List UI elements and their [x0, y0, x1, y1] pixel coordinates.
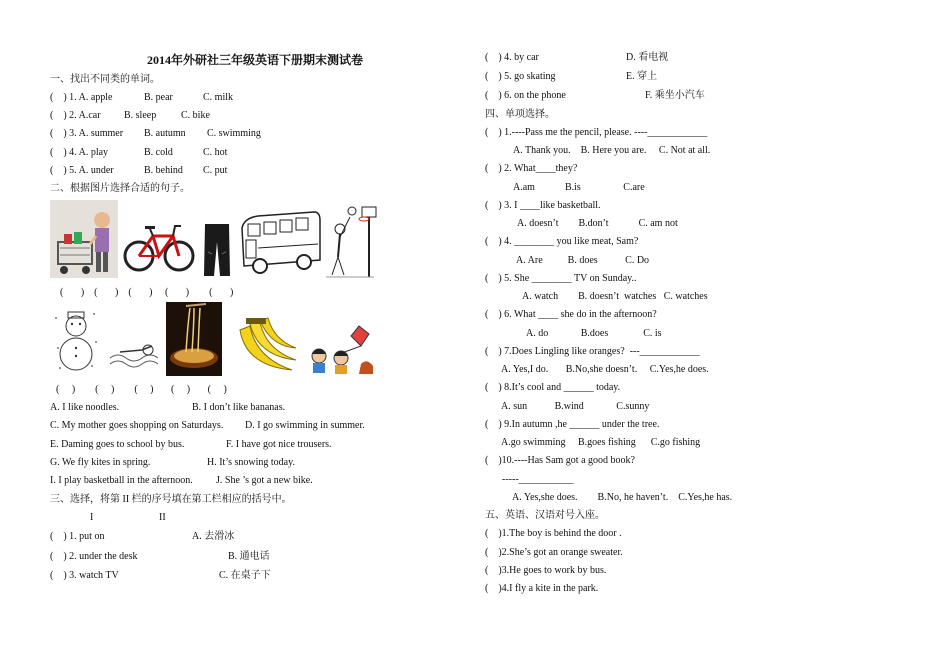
s4-q9: ( ) 9.In autumn ,he ______ under the tree. [485, 419, 660, 430]
s4-q8: ( ) 8.It’s cool and ______ today. [485, 382, 621, 393]
s3-item-e: E. 穿上 [626, 71, 658, 82]
s2-option-g: G. We fly kites in spring. [50, 457, 151, 468]
s4-q4-options: A. Are B. does C. Do [516, 255, 650, 266]
s5-item-1: ( )1.The boy is behind the door . [485, 528, 622, 539]
s3-item-5: ( ) 5. go skating [485, 71, 556, 82]
s2-option-e: E. Daming goes to school by bus. [50, 439, 185, 450]
s2-option-a: A. I like noodles. [50, 402, 120, 413]
shopping-cart-woman-picture [50, 200, 118, 278]
s4-q1: ( ) 1.----Pass me the pencil, please. ----____________ [485, 127, 708, 138]
snowman-picture [52, 308, 100, 374]
s2-brackets-row-2: ( ) ( ) ( ) ( ) ( ) [56, 384, 227, 395]
s3-item-c: C. 在桌子下 [219, 570, 271, 581]
s1-q3-a: ( ) 3. A. summer [50, 128, 124, 139]
s2-option-i: I. I play basketball in the afternoon. [50, 475, 193, 486]
s2-option-c: C. My mother goes shopping on Saturdays. [50, 420, 224, 431]
s3-item-1: ( ) 1. put on [50, 531, 105, 542]
s1-q5-a: ( ) 5. A. under [50, 165, 114, 176]
s4-q5-options: A. watch B. doesn’t watches C. watches [522, 291, 708, 302]
s4-q10: ( )10.----Has Sam got a good book? [485, 455, 635, 466]
s3-item-f: F. 乘坐小汽车 [645, 90, 705, 101]
section-2-heading: 二、根据图片选择合适的句子。 [50, 183, 190, 194]
s4-q3: ( ) 3. I ____like basketball. [485, 200, 601, 211]
s3-item-b: B. 通电话 [228, 551, 270, 562]
s4-q2: ( ) 2. What____they? [485, 163, 578, 174]
section-3-heading: 三、选择，将第 II 栏的序号填在第工栏相应的括号中。 [50, 494, 292, 505]
s4-q6-options: A. do B.does C. is [526, 328, 662, 339]
s1-q3-b: B. autumn [144, 128, 186, 139]
s3-column-2-label: II [159, 512, 166, 523]
basketball-player-picture [322, 203, 380, 279]
s4-q5: ( ) 5. She ________ TV on Sunday.. [485, 273, 637, 284]
s3-item-3: ( ) 3. watch TV [50, 570, 119, 581]
s3-item-a: A. 去滑冰 [192, 531, 235, 542]
s4-q7: ( ) 7.Does Lingling like oranges? ---____________ [485, 346, 700, 357]
page-title: 2014年外研社三年级英语下册期末测试卷 [147, 53, 364, 67]
s3-column-1-label: I [90, 512, 94, 523]
s1-q4-b: B. cold [144, 147, 173, 158]
s5-item-3: ( )3.He goes to work by bus. [485, 565, 607, 576]
s4-q1-options: A. Thank you. B. Here you are. C. Not at all. [513, 145, 711, 156]
kite-children-picture [303, 324, 375, 376]
s2-brackets-row-1: ( ) ( ) ( ) ( ) ( ) [60, 287, 234, 298]
s4-q8-options: A. sun B.wind C.sunny [501, 401, 650, 412]
s4-q3-options: A. doesn’t B.don’t C. am not [517, 218, 678, 229]
s1-q4-c: C. hot [203, 147, 228, 158]
s2-option-d: D. I go swimming in summer. [245, 420, 365, 431]
s4-q10-answer-line: -----___________ [502, 474, 574, 485]
s5-item-2: ( )2.She’s got an orange sweater. [485, 547, 623, 558]
s1-q3-c: C. swimming [207, 128, 261, 139]
bus-picture [238, 208, 322, 278]
section-4-heading: 四、单项选择。 [485, 109, 555, 120]
s3-item-d: D. 看电视 [626, 52, 669, 63]
s1-q1-a: ( ) 1. A. apple [50, 92, 113, 103]
s1-q1-b: B. pear [144, 92, 173, 103]
s4-q6: ( ) 6. What ____ she do in the afternoon? [485, 309, 657, 320]
s4-q9-options: A.go swimming B.goes fishing C.go fishing [501, 437, 701, 448]
s5-item-4: ( )4.I fly a kite in the park. [485, 583, 599, 594]
s2-option-b: B. I don’t like bananas. [192, 402, 286, 413]
s4-q4: ( ) 4. ________ you like meat, Sam? [485, 236, 639, 247]
s4-q10-options: A. Yes,she does. B.No, he haven’t. C.Yes,he has. [512, 492, 733, 503]
s3-item-4: ( ) 4. by car [485, 52, 539, 63]
s1-q2-c: C. bike [181, 110, 210, 121]
s1-q2-a: ( ) 2. A.car [50, 110, 101, 121]
s1-q5-c: C. put [203, 165, 228, 176]
s4-q7-options: A. Yes,I do. B.No,she doesn’t. C.Yes,he does. [501, 364, 709, 375]
bananas-picture [236, 316, 298, 376]
s1-q2-b: B. sleep [124, 110, 157, 121]
s4-q2-options: A.am B.is C.are [513, 182, 645, 193]
s2-option-h: H. It’s snowing today. [207, 457, 295, 468]
s1-q1-c: C. milk [203, 92, 234, 103]
s1-q5-b: B. behind [144, 165, 183, 176]
bicycle-picture [123, 218, 195, 276]
s1-q4-a: ( ) 4. A. play [50, 147, 109, 158]
noodles-picture [166, 302, 222, 376]
s3-item-2: ( ) 2. under the desk [50, 551, 138, 562]
s2-option-f: F. I have got nice trousers. [226, 439, 332, 450]
s3-item-6: ( ) 6. on the phone [485, 90, 566, 101]
section-5-heading: 五、英语、汉语对号入座。 [485, 510, 605, 521]
trousers-picture [202, 222, 232, 278]
s2-option-j: J. She ’s got a new bike. [216, 475, 313, 486]
section-1-heading: 一、找出不同类的单词。 [50, 74, 160, 85]
swimmer-picture [108, 334, 164, 374]
